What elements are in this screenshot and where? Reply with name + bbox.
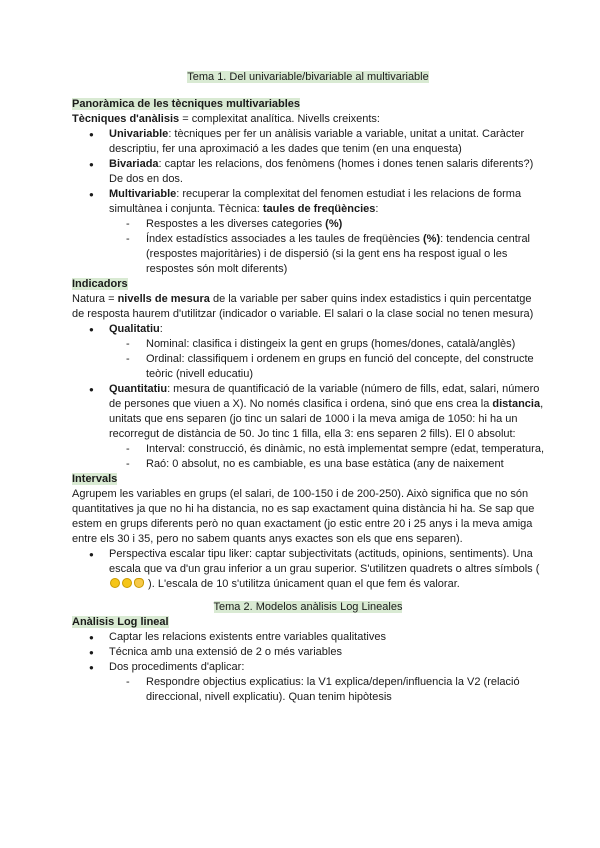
panoramica-intro: Tècniques d'anàlisis = complexitat analítica. Nivells creixents: — [72, 113, 380, 125]
list-item: ● Multivariable: recuperar la complexitat del fenomen estudiat i les relacions de forma simultànea i conjunta. Tècnica: taules de freqüències: - Respostes a les diverses categories (%) - Índex estadístics associades a les taules de freqüències (%): tendencia central (respostes majoritàries) i de dispersió (si la gent ens ha respost igual o les respostes són molt diferents) — [72, 187, 544, 277]
tema1-title: Tema 1. Del univariable/bivariable al multivariable — [187, 71, 429, 83]
list-item: ● Dos procediments d'aplicar: — [72, 660, 544, 675]
list-item: ● Captar les relacions existents entre variables qualitatives — [72, 630, 544, 645]
list-item: ● Técnica amb una extensió de 2 o més variables — [72, 645, 544, 660]
list-item: ● Univariable: tècniques per fer un anàlisis variable a variable, unitat a unitat. Caràcter descriptiu, fer una aproximació a les dades que tenim (en una enquesta) — [72, 127, 544, 157]
list-item: ● Quantitatiu: mesura de quantificació de la variable (número de fills, edat, salari, número de persones que viuen a X). No només clasifica i ordena, sinó que ens crea la distancia, unitats que ens separen (jo tinc un salari de 1000 i la meva amiga de 1050: hi ha un recorregut de distància de 50. Jo tinc 1 filla, ella 3: ens separen 2 fills). El 0 absolut: - Interval: construcció, és dinàmic, no està implementat sempre (edat, temperatura, - Raó: 0 absolut, no es cambiable, es una base estàtica (any de naixement — [72, 382, 544, 472]
list-item: - Nominal: clasifica i distingeix la gent en grups (homes/dones, català/anglès) — [109, 337, 544, 352]
thumbs-down-icon — [134, 578, 144, 588]
loglineal-list — [72, 630, 544, 675]
loglineal-sublist — [72, 675, 544, 705]
intervals-text: Agrupem les variables en grups (el salari, de 100-150 i de 200-250). Això significa que no són quantitatives ja que no hi ha distancia, no es sap exactament quina distància hi ha. Se sap que estem en grups diferents però no quan exactament (jo estic entre 20 i 25 anys i la meva amiga entre els 30 i 35, pero no sabem quants anys exactes son els que ens separen). — [72, 488, 535, 545]
indicadors-list — [72, 322, 544, 472]
panoramica-list — [72, 127, 544, 277]
list-item: - Interval: construcció, és dinàmic, no està implementat sempre (edat, temperatura, — [109, 442, 544, 457]
list-item: - Raó: 0 absolut, no es cambiable, es una base estàtica (any de naixement — [109, 457, 544, 472]
panoramica-heading: Panoràmica de les tècniques multivariables — [72, 98, 301, 110]
tema2-title: Tema 2. Modelos anàlisis Log Lineales — [213, 601, 403, 613]
intervals-heading: Intervals — [72, 473, 118, 485]
list-item: - Ordinal: classifiquem i ordenem en grups en funció del concepte, del constructe teòric (nivell educatiu) — [109, 352, 544, 382]
list-item: - Respostes a les diverses categories (%) — [109, 217, 544, 232]
list-item: - Respondre objectius explicatius: la V1 explica/depen/influencia la V2 (relació direccional, nivell explicatiu). Quan tenim hipòtesis — [72, 675, 544, 705]
loglineal-heading: Anàlisis Log lineal — [72, 616, 169, 628]
qualitatiu-sublist — [109, 337, 544, 382]
list-item: ● Perspectiva escalar tipu liker: captar subjectivitats (actituds, opinions, sentiments). Una escala que va d'un grau inferior a un grau superior. S'utilitzen quadrets o altres símbols ( ). L'escala de 10 s'utilitza únicament quan el que fem és valorar. — [72, 547, 544, 592]
list-item: - Índex estadístics associades a les taules de freqüències (%): tendencia central (respostes majoritàries) i de dispersió (si la gent ens ha respost igual o les respostes són molt diferents) — [109, 232, 544, 277]
intervals-list — [72, 547, 544, 592]
indicadors-intro: Natura = nivells de mesura de la variable per saber quins index estadistics i quin percentatge de resposta haurem d'utilitzar (indicador o variable. El salari o la clase social no tenen mesura) — [72, 293, 534, 320]
neutral-face-icon — [122, 578, 132, 588]
frequency-sublist — [109, 217, 544, 277]
indicadors-heading: Indicadors — [72, 278, 128, 290]
grinning-face-icon — [110, 578, 120, 588]
quantitatiu-sublist — [109, 442, 544, 472]
list-item: ● Qualitatiu: - Nominal: clasifica i distingeix la gent en grups (homes/dones, català/anglès) - Ordinal: classifiquem i ordenem en grups en funció del concepte, del constructe teòric (nivell educatiu) — [72, 322, 544, 382]
list-item: ● Bivariada: captar les relacions, dos fenòmens (homes i dones tenen salaris diferents?) De dos en dos. — [72, 157, 544, 187]
